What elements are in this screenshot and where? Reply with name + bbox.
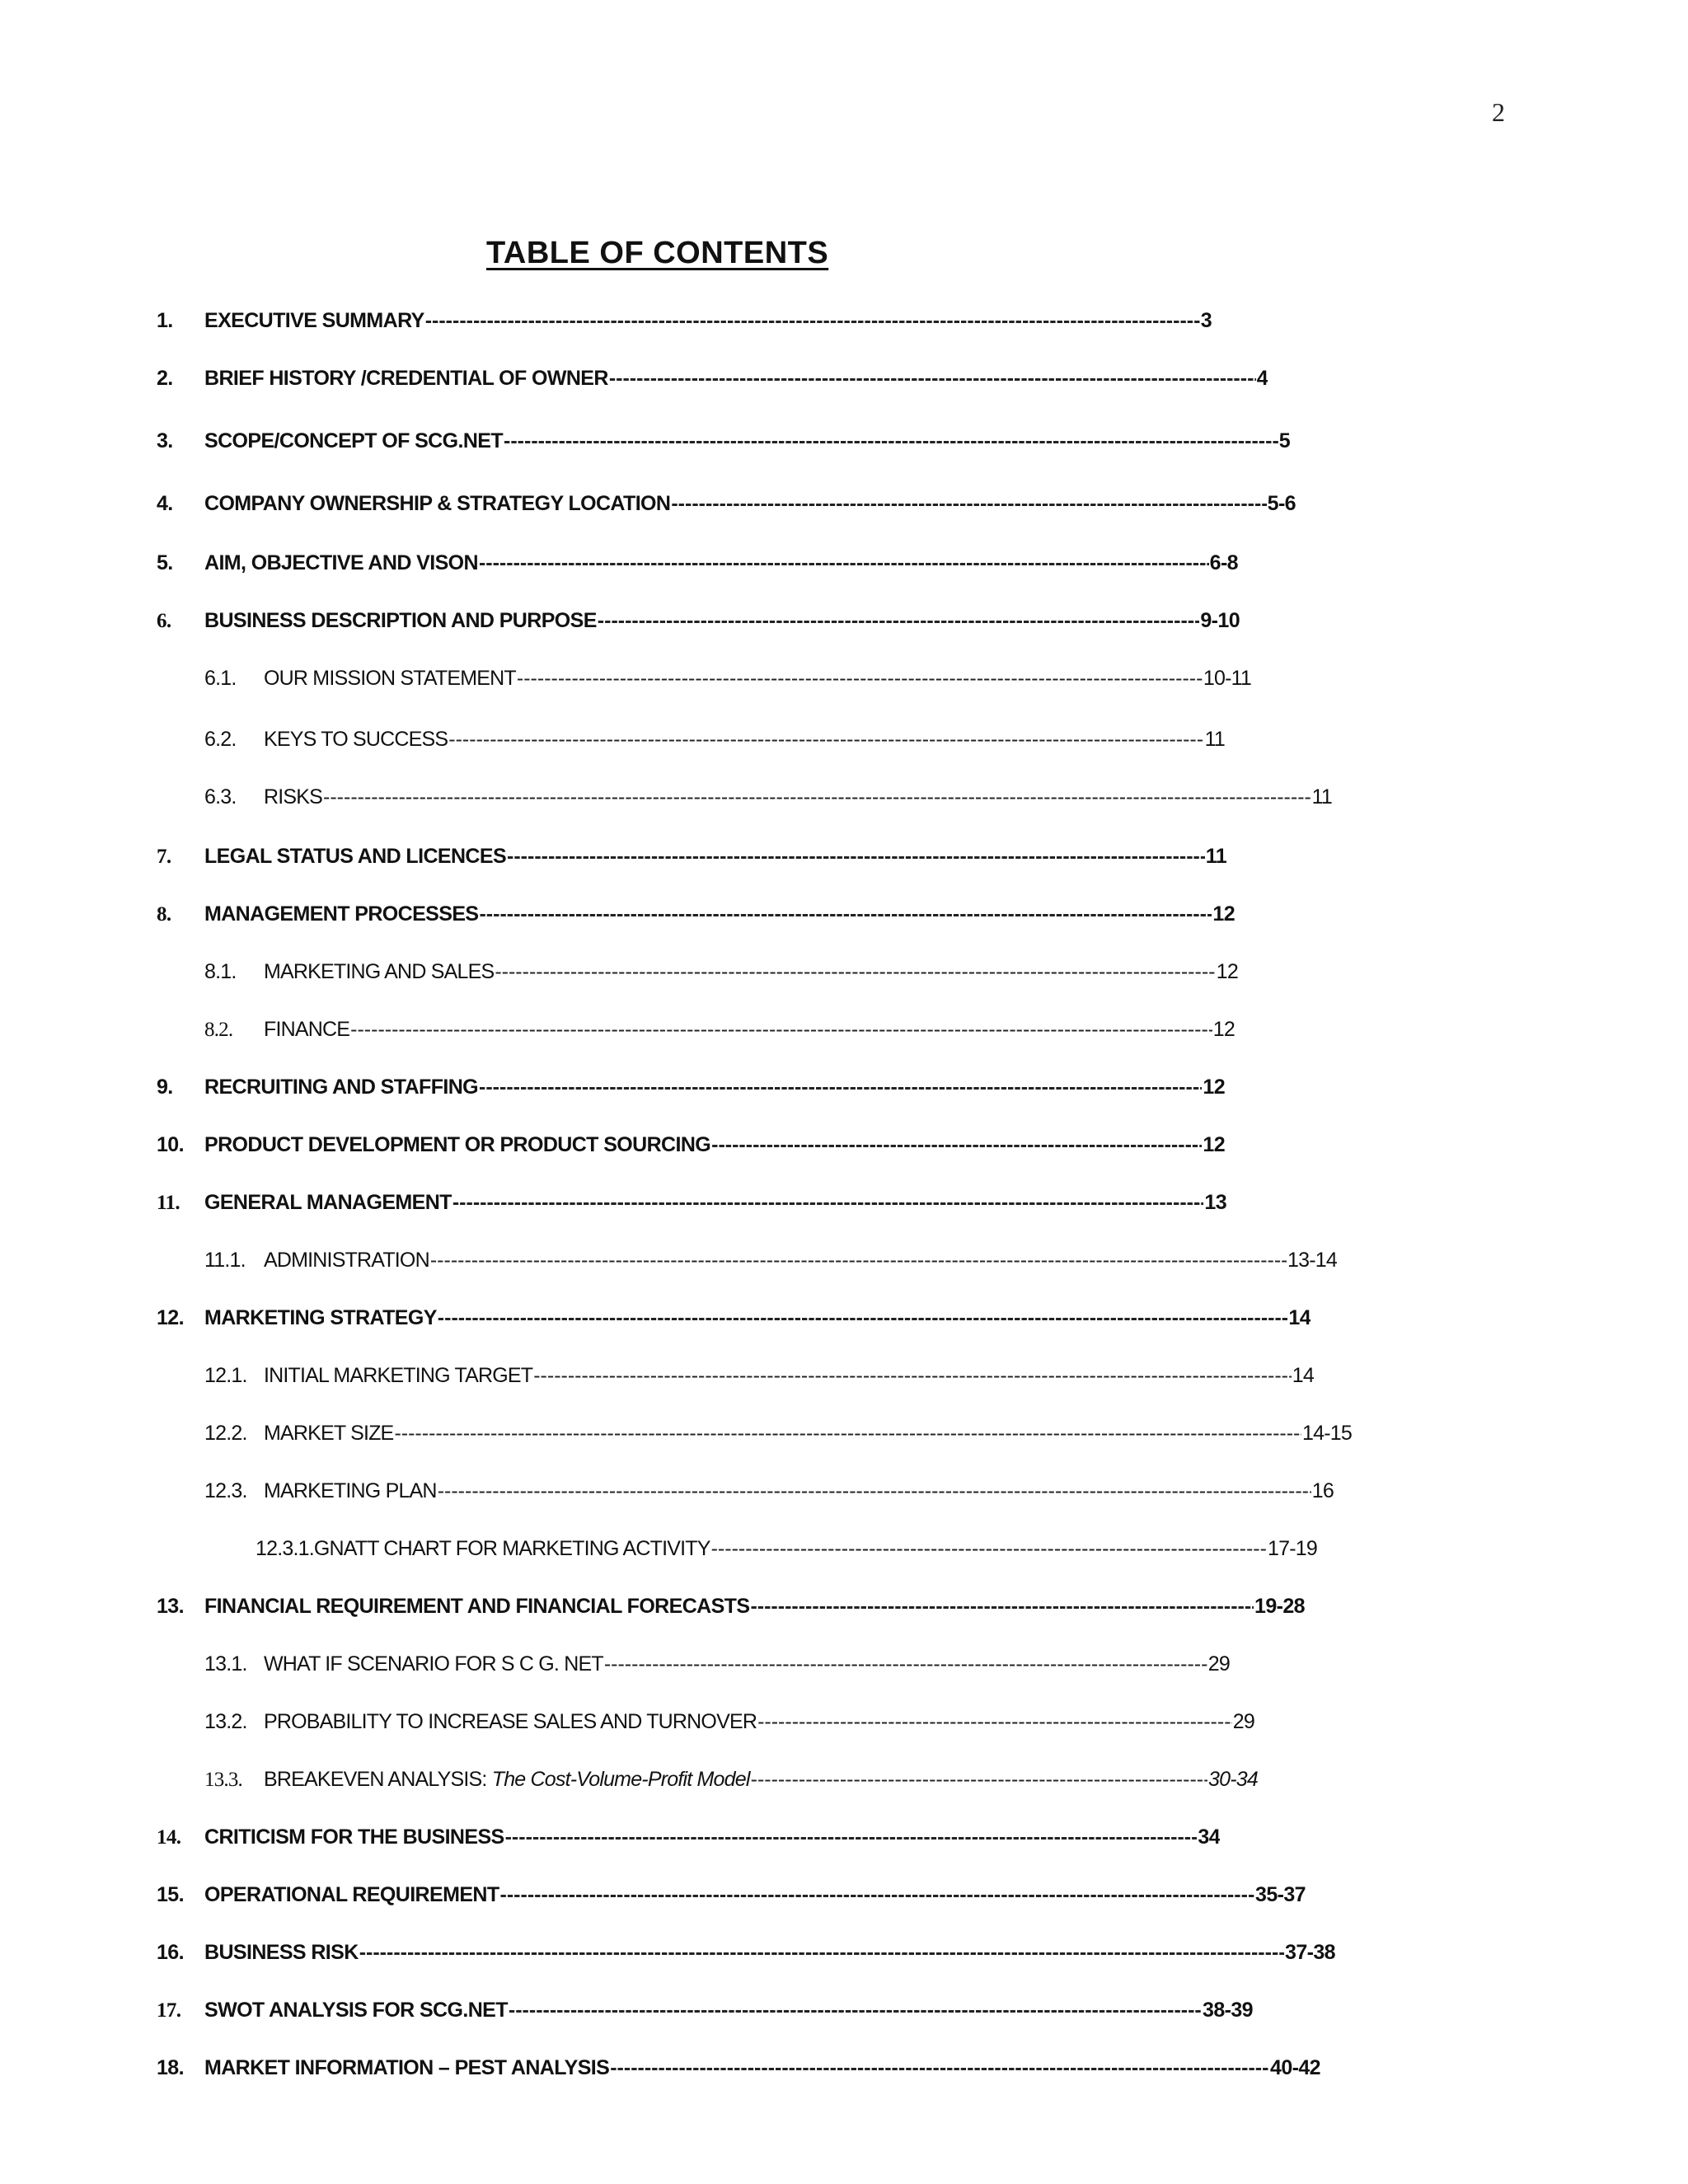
toc-entry[interactable] — [256, 1531, 1317, 1561]
toc-entry[interactable] — [204, 780, 1332, 809]
toc-entry[interactable] — [157, 1935, 1335, 1965]
toc-entry-page: 10-11 — [1203, 667, 1251, 690]
toc-entry-page: 29 — [1207, 1652, 1230, 1675]
toc-leader-dots — [438, 1481, 1311, 1503]
toc-entry-number: 13.3. — [204, 1769, 243, 1791]
toc-entry-number: 8.2. — [204, 1019, 233, 1041]
toc-entry-label — [264, 1768, 750, 1792]
toc-entry-page: 12 — [1203, 1076, 1225, 1099]
toc-entry-number: 2. — [157, 367, 173, 390]
toc-entry-label: SWOT ANALYSIS FOR SCG.NET — [204, 1999, 508, 2022]
toc-leader-dots — [604, 1654, 1207, 1676]
toc-entry[interactable] — [157, 424, 1290, 453]
toc-entry-number: 1. — [157, 309, 173, 332]
toc-entry-number: 10. — [157, 1133, 184, 1156]
toc-leader-dots — [711, 1539, 1267, 1561]
toc-leader-dots — [504, 431, 1278, 453]
toc-entry[interactable] — [157, 486, 1296, 516]
toc-entry-number: 11.1. — [204, 1249, 246, 1272]
toc-entry-number: 6.1. — [204, 667, 237, 690]
toc-entry-number: 13.2. — [204, 1710, 247, 1733]
toc-entry[interactable] — [204, 954, 1238, 984]
toc-entry-page: 16 — [1311, 1479, 1334, 1502]
toc-entry-page: 14 — [1288, 1306, 1311, 1329]
toc-entry-label: MARKET INFORMATION – PEST ANALYSIS — [204, 2056, 610, 2079]
toc-entry-number: 12.3.1. — [256, 1537, 314, 1560]
toc-entry-label: FINANCIAL REQUIREMENT AND FINANCIAL FORECASTS — [204, 1595, 750, 1618]
toc-entry[interactable] — [157, 1993, 1253, 2022]
toc-entry-page: 12 — [1212, 902, 1235, 926]
toc-leader-dots — [533, 1366, 1292, 1388]
toc-entry-label: GENERAL MANAGEMENT — [204, 1191, 452, 1214]
toc-leader-dots — [507, 846, 1205, 869]
toc-leader-dots — [671, 494, 1266, 516]
toc-leader-dots — [479, 1077, 1202, 1099]
toc-entry-number: 3. — [157, 429, 173, 452]
toc-entry-number: 16. — [157, 1941, 184, 1964]
toc-entry[interactable] — [204, 1243, 1337, 1272]
toc-entry-label: CRITICISM FOR THE BUSINESS — [204, 1825, 504, 1849]
toc-entry-number: 7. — [157, 846, 171, 868]
toc-entry[interactable] — [157, 897, 1235, 926]
toc-entry-page: 29 — [1232, 1710, 1254, 1733]
toc-entry-label: BRIEF HISTORY /CREDENTIAL OF OWNER — [204, 367, 608, 390]
toc-title: TABLE OF CONTENTS — [486, 236, 829, 270]
toc-entry-number: 12.1. — [204, 1364, 247, 1387]
toc-entry[interactable] — [157, 1301, 1311, 1330]
toc-entry-label: MANAGEMENT PROCESSES — [204, 902, 479, 926]
toc-entry-page: 5 — [1278, 429, 1290, 452]
toc-entry[interactable] — [157, 2050, 1320, 2080]
toc-leader-dots — [751, 1769, 1207, 1792]
toc-entry-number: 14. — [157, 1826, 181, 1849]
toc-entry-number: 12. — [157, 1306, 184, 1329]
toc-entry[interactable] — [204, 1416, 1352, 1446]
toc-entry-label-italic: The Cost-Volume-Profit Model — [491, 1768, 750, 1791]
toc-entry-page: 38-39 — [1203, 1999, 1253, 2022]
toc-entry-number: 9. — [157, 1076, 173, 1099]
toc-leader-dots — [394, 1423, 1301, 1446]
toc-entry[interactable] — [157, 839, 1226, 869]
toc-entry[interactable] — [204, 1474, 1334, 1503]
toc-entry-number: 11. — [157, 1192, 181, 1214]
toc-entry[interactable] — [157, 603, 1240, 633]
toc-entry-page: 35-37 — [1255, 1883, 1306, 1906]
toc-entry-page: 4 — [1256, 367, 1268, 390]
toc-leader-dots — [509, 2000, 1202, 2022]
toc-entry-number: 12.2. — [204, 1422, 247, 1445]
toc-entry[interactable] — [204, 1012, 1235, 1042]
toc-leader-dots — [350, 1019, 1212, 1042]
toc-entry[interactable] — [204, 1704, 1254, 1734]
toc-leader-dots — [711, 1135, 1202, 1157]
toc-entry[interactable] — [157, 1589, 1305, 1619]
toc-entry-page: 14 — [1292, 1364, 1314, 1387]
toc-entry-page: 6-8 — [1209, 551, 1238, 574]
toc-entry-page: 11 — [1204, 728, 1225, 751]
toc-entry-number: 15. — [157, 1883, 184, 1906]
toc-entry-page: 12 — [1212, 1018, 1235, 1041]
toc-entry-page: 13-14 — [1287, 1249, 1337, 1272]
toc-entry-number: 6. — [157, 610, 171, 632]
toc-entry-number: 18. — [157, 2056, 184, 2079]
toc-entry-number: 13. — [157, 1595, 184, 1618]
toc-entry-page: 14-15 — [1302, 1422, 1352, 1445]
toc-leader-dots — [517, 668, 1203, 691]
toc-entry[interactable] — [204, 1647, 1230, 1676]
toc-entry-label: INITIAL MARKETING TARGET — [264, 1364, 533, 1387]
toc-leader-dots — [500, 1885, 1255, 1907]
toc-leader-dots — [479, 553, 1209, 575]
toc-entry-page: 30-34 — [1208, 1768, 1258, 1791]
toc-leader-dots — [610, 2058, 1269, 2080]
toc-leader-dots — [430, 1250, 1287, 1272]
toc-leader-dots — [359, 1943, 1284, 1965]
toc-entry-label: KEYS TO SUCCESS — [264, 728, 448, 751]
toc-leader-dots — [750, 1596, 1254, 1619]
toc-entry-page: 19-28 — [1254, 1595, 1305, 1618]
toc-entry-label: AIM, OBJECTIVE AND VISON — [204, 551, 478, 574]
toc-entry-label: OUR MISSION STATEMENT — [264, 667, 516, 690]
toc-entry-label: MARKETING AND SALES — [264, 960, 495, 983]
toc-entry-label: EXECUTIVE SUMMARY — [204, 309, 424, 332]
toc-entry-number: 12.3. — [204, 1479, 247, 1502]
toc-entry-number: 8.1. — [204, 960, 237, 983]
toc-entry-label: FINANCE — [264, 1018, 350, 1041]
toc-leader-dots — [425, 311, 1200, 333]
toc-entry[interactable] — [157, 1070, 1225, 1099]
toc-leader-dots — [598, 611, 1200, 633]
toc-entry-page: 37-38 — [1285, 1941, 1335, 1964]
toc-leader-dots — [448, 729, 1203, 752]
toc-entry-label: PROBABILITY TO INCREASE SALES AND TURNOVER — [264, 1710, 757, 1733]
toc-leader-dots — [505, 1827, 1198, 1849]
toc-entry-label: OPERATIONAL REQUIREMENT — [204, 1883, 499, 1906]
toc-entry-label: MARKET SIZE — [264, 1422, 394, 1445]
toc-leader-dots — [452, 1193, 1204, 1215]
toc-entry-page: 5-6 — [1267, 492, 1296, 515]
toc-entry[interactable] — [157, 361, 1268, 391]
toc-entry-number: 6.3. — [204, 785, 237, 808]
toc-entry-page: 12 — [1216, 960, 1238, 983]
toc-entry-label: RISKS — [264, 785, 323, 808]
toc-entry-label: WHAT IF SCENARIO FOR S C G. NET — [264, 1652, 603, 1675]
toc-entry-label: ADMINISTRATION — [264, 1249, 429, 1272]
toc-entry-page: 11 — [1205, 845, 1226, 868]
toc-entry[interactable] — [204, 1762, 1258, 1792]
toc-leader-dots — [323, 787, 1311, 809]
toc-entry[interactable] — [204, 722, 1225, 752]
page-number: 2 — [1492, 97, 1505, 127]
toc-entry[interactable] — [157, 546, 1238, 575]
toc-entry-label: RECRUITING AND STAFFING — [204, 1076, 479, 1099]
toc-leader-dots — [479, 904, 1212, 926]
toc-entry-label: LEGAL STATUS AND LICENCES — [204, 845, 507, 868]
toc-entry[interactable] — [204, 661, 1251, 691]
toc-entry[interactable] — [157, 1185, 1226, 1215]
toc-entry-label: COMPANY OWNERSHIP & STRATEGY LOCATION — [204, 492, 671, 515]
toc-entry-page: 40-42 — [1270, 2056, 1320, 2079]
toc-entry[interactable] — [157, 303, 1212, 333]
toc-entry-label-text: BREAKEVEN ANALYSIS: — [264, 1768, 492, 1791]
toc-entry-number: 5. — [157, 551, 173, 574]
toc-entry-page: 13 — [1204, 1191, 1226, 1214]
toc-entry-number: 4. — [157, 492, 173, 515]
toc-entry-number: 13.1. — [204, 1652, 247, 1675]
toc-entry[interactable] — [204, 1358, 1314, 1388]
toc-entry[interactable] — [157, 1127, 1225, 1157]
toc-entry-page: 17-19 — [1268, 1537, 1317, 1560]
toc-entry[interactable] — [157, 1877, 1306, 1907]
toc-leader-dots — [757, 1712, 1232, 1734]
toc-entry-page: 34 — [1198, 1825, 1220, 1849]
toc-entry-number: 8. — [157, 903, 171, 926]
toc-entry-label: MARKETING PLAN — [264, 1479, 437, 1502]
toc-entry-label: GNATT CHART FOR MARKETING ACTIVITY — [313, 1537, 710, 1560]
toc-entry-page: 3 — [1200, 309, 1212, 332]
toc-entry-label: MARKETING STRATEGY — [204, 1306, 437, 1329]
toc-entry[interactable] — [157, 1820, 1220, 1849]
toc-leader-dots — [438, 1308, 1288, 1330]
toc-entry-page: 9-10 — [1200, 609, 1240, 632]
toc-entry-label: BUSINESS RISK — [204, 1941, 359, 1964]
toc-entry-page: 11 — [1311, 785, 1332, 808]
toc-entry-label: BUSINESS DESCRIPTION AND PURPOSE — [204, 609, 597, 632]
toc-entry-label: PRODUCT DEVELOPMENT OR PRODUCT SOURCING — [204, 1133, 711, 1156]
toc-leader-dots — [609, 368, 1256, 391]
toc-leader-dots — [495, 962, 1215, 984]
toc-entry-label: SCOPE/CONCEPT OF SCG.NET — [204, 429, 504, 452]
toc-entry-number: 6.2. — [204, 728, 237, 751]
toc-entry-number: 17. — [157, 1999, 181, 2022]
toc-entry-page: 12 — [1203, 1133, 1225, 1156]
